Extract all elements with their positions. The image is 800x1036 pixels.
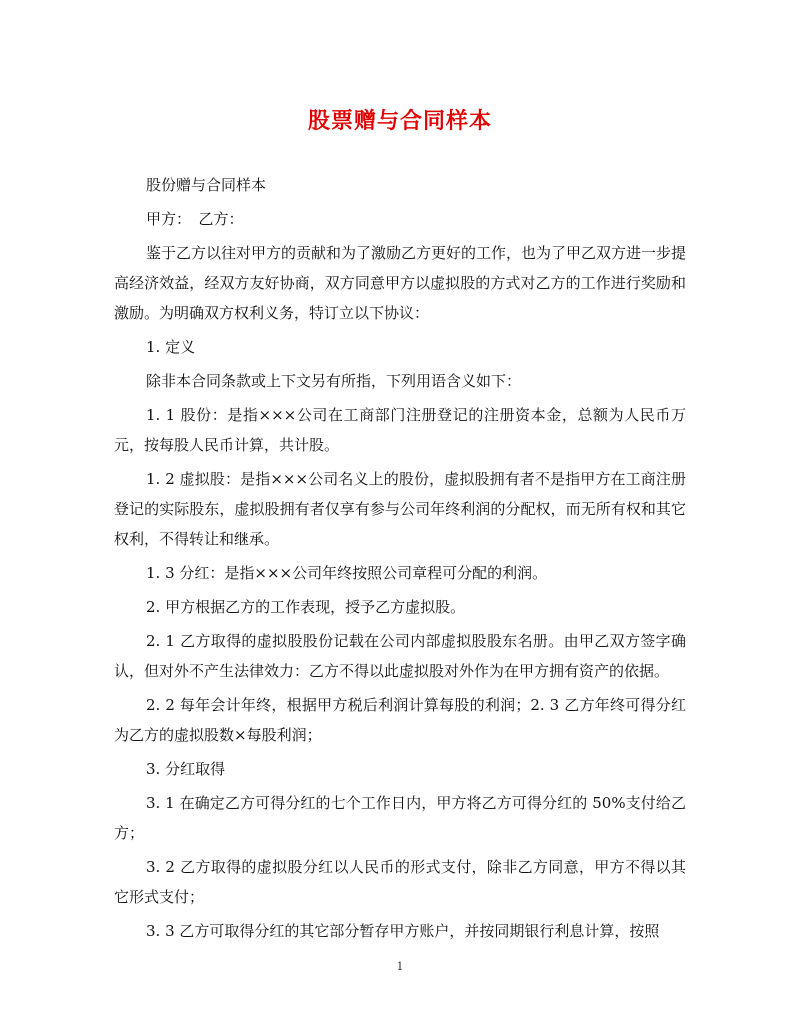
document-title: 股票赠与合同样本 [307,109,492,134]
paragraph: 2. 2 每年会计年终，根据甲方税后利润计算每股的利润；2. 3 乙方年终可得分红为乙方的虚拟股数×每股利润； [114,696,686,744]
paragraph: 除非本合同条款或上下文另有所指，下列用语含义如下： [146,372,522,390]
paragraph: 3. 分红取得 [146,760,226,778]
document-body [114,170,686,946]
paragraph: 1. 定义 [146,338,196,356]
paragraph: 1. 2 虚拟股：是指×××公司名义上的股份，虚拟股拥有者不是指甲方在工商注册登记的实际股东，虚拟股拥有者仅享有参与公司年终利润的分配权，而无所有权和其它权利，不得转让和继承。 [114,470,686,548]
paragraph: 3. 3 乙方可取得分红的其它部分暂存甲方账户，并按同期银行利息计算，按照 [146,922,660,940]
paragraph: 1. 1 股份：是指×××公司在工商部门注册登记的注册资本金，总额为人民币万元，按每股人民币计算，共计股。 [114,406,686,454]
paragraph: 2. 1 乙方取得的虚拟股股份记载在公司内部虚拟股股东名册。由甲乙双方签字确认，但对外不产生法律效力：乙方不得以此虚拟股对外作为在甲方拥有资产的依据。 [114,632,686,680]
paragraph: 3. 1 在确定乙方可得分红的七个工作日内，甲方将乙方可得分红的 50%支付给乙方； [114,794,686,842]
paragraph: 甲方： 乙方： [146,210,244,228]
paragraph: 股份赠与合同样本 [146,176,267,194]
paragraph: 鉴于乙方以往对甲方的贡献和为了激励乙方更好的工作，也为了甲乙双方进一步提高经济效益，经双方友好协商，双方同意甲方以虚拟股的方式对乙方的工作进行奖励和激励。为明确双方权利义务，特订立以下协议： [114,244,687,322]
paragraph: 2. 甲方根据乙方的工作表现，授予乙方虚拟股。 [146,598,466,616]
page-number: 1 [396,960,404,973]
paragraph: 1. 3 分红：是指×××公司年终按照公司章程可分配的利润。 [146,564,548,582]
paragraph: 3. 2 乙方取得的虚拟股分红以人民币的形式支付，除非乙方同意，甲方不得以其它形式支付； [114,858,686,906]
